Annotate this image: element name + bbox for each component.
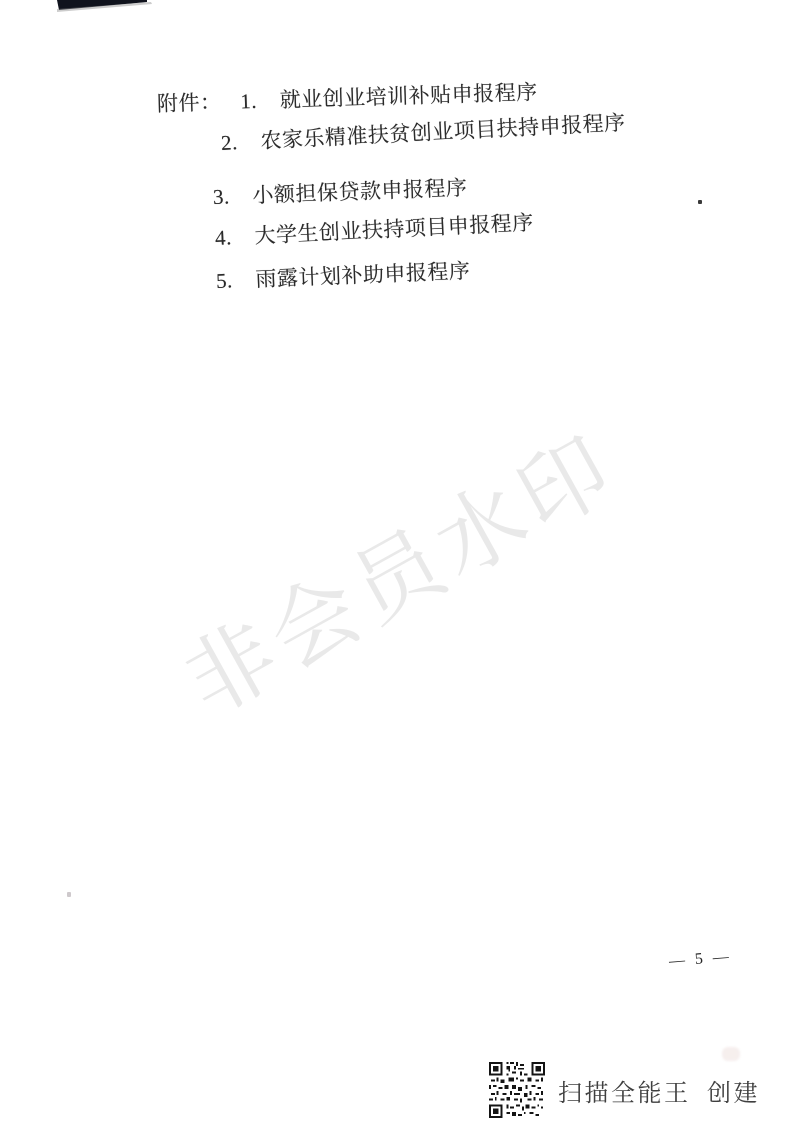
attachment-row [215, 255, 470, 295]
scanner-footer [489, 1062, 760, 1118]
qr-code-icon [489, 1062, 545, 1118]
list-item-number: 1. [239, 88, 258, 114]
attachment-row [157, 76, 539, 118]
page-number: — 5 — [668, 948, 733, 970]
list-item-number: 3. [212, 184, 231, 209]
scanner-credit-text: 扫描全能王 创建 [558, 1080, 760, 1107]
scan-speck-faint [67, 892, 71, 897]
scan-smudge [722, 1047, 740, 1061]
list-item-number: 2. [220, 130, 239, 155]
attachment-row [214, 206, 534, 252]
list-item-text: 大学生创业扶持项目申报程序 [253, 210, 535, 249]
scan-speck-dark [698, 200, 702, 204]
list-item-number: 5. [215, 268, 234, 293]
scan-artifact-wedge [0, 0, 170, 16]
list-item-text: 农家乐精准扶贫创业项目扶持申报程序 [259, 110, 627, 153]
list-item-text: 就业创业培训补贴申报程序 [279, 80, 538, 113]
list-item-text: 雨露计划补助申报程序 [255, 258, 471, 292]
list-item-text: 小额担保贷款申报程序 [252, 175, 468, 208]
watermark-text: 非会员水印 [168, 416, 633, 734]
list-item-number: 4. [214, 225, 233, 250]
attachment-label: 附件： [156, 89, 222, 116]
attachment-row [212, 172, 467, 211]
